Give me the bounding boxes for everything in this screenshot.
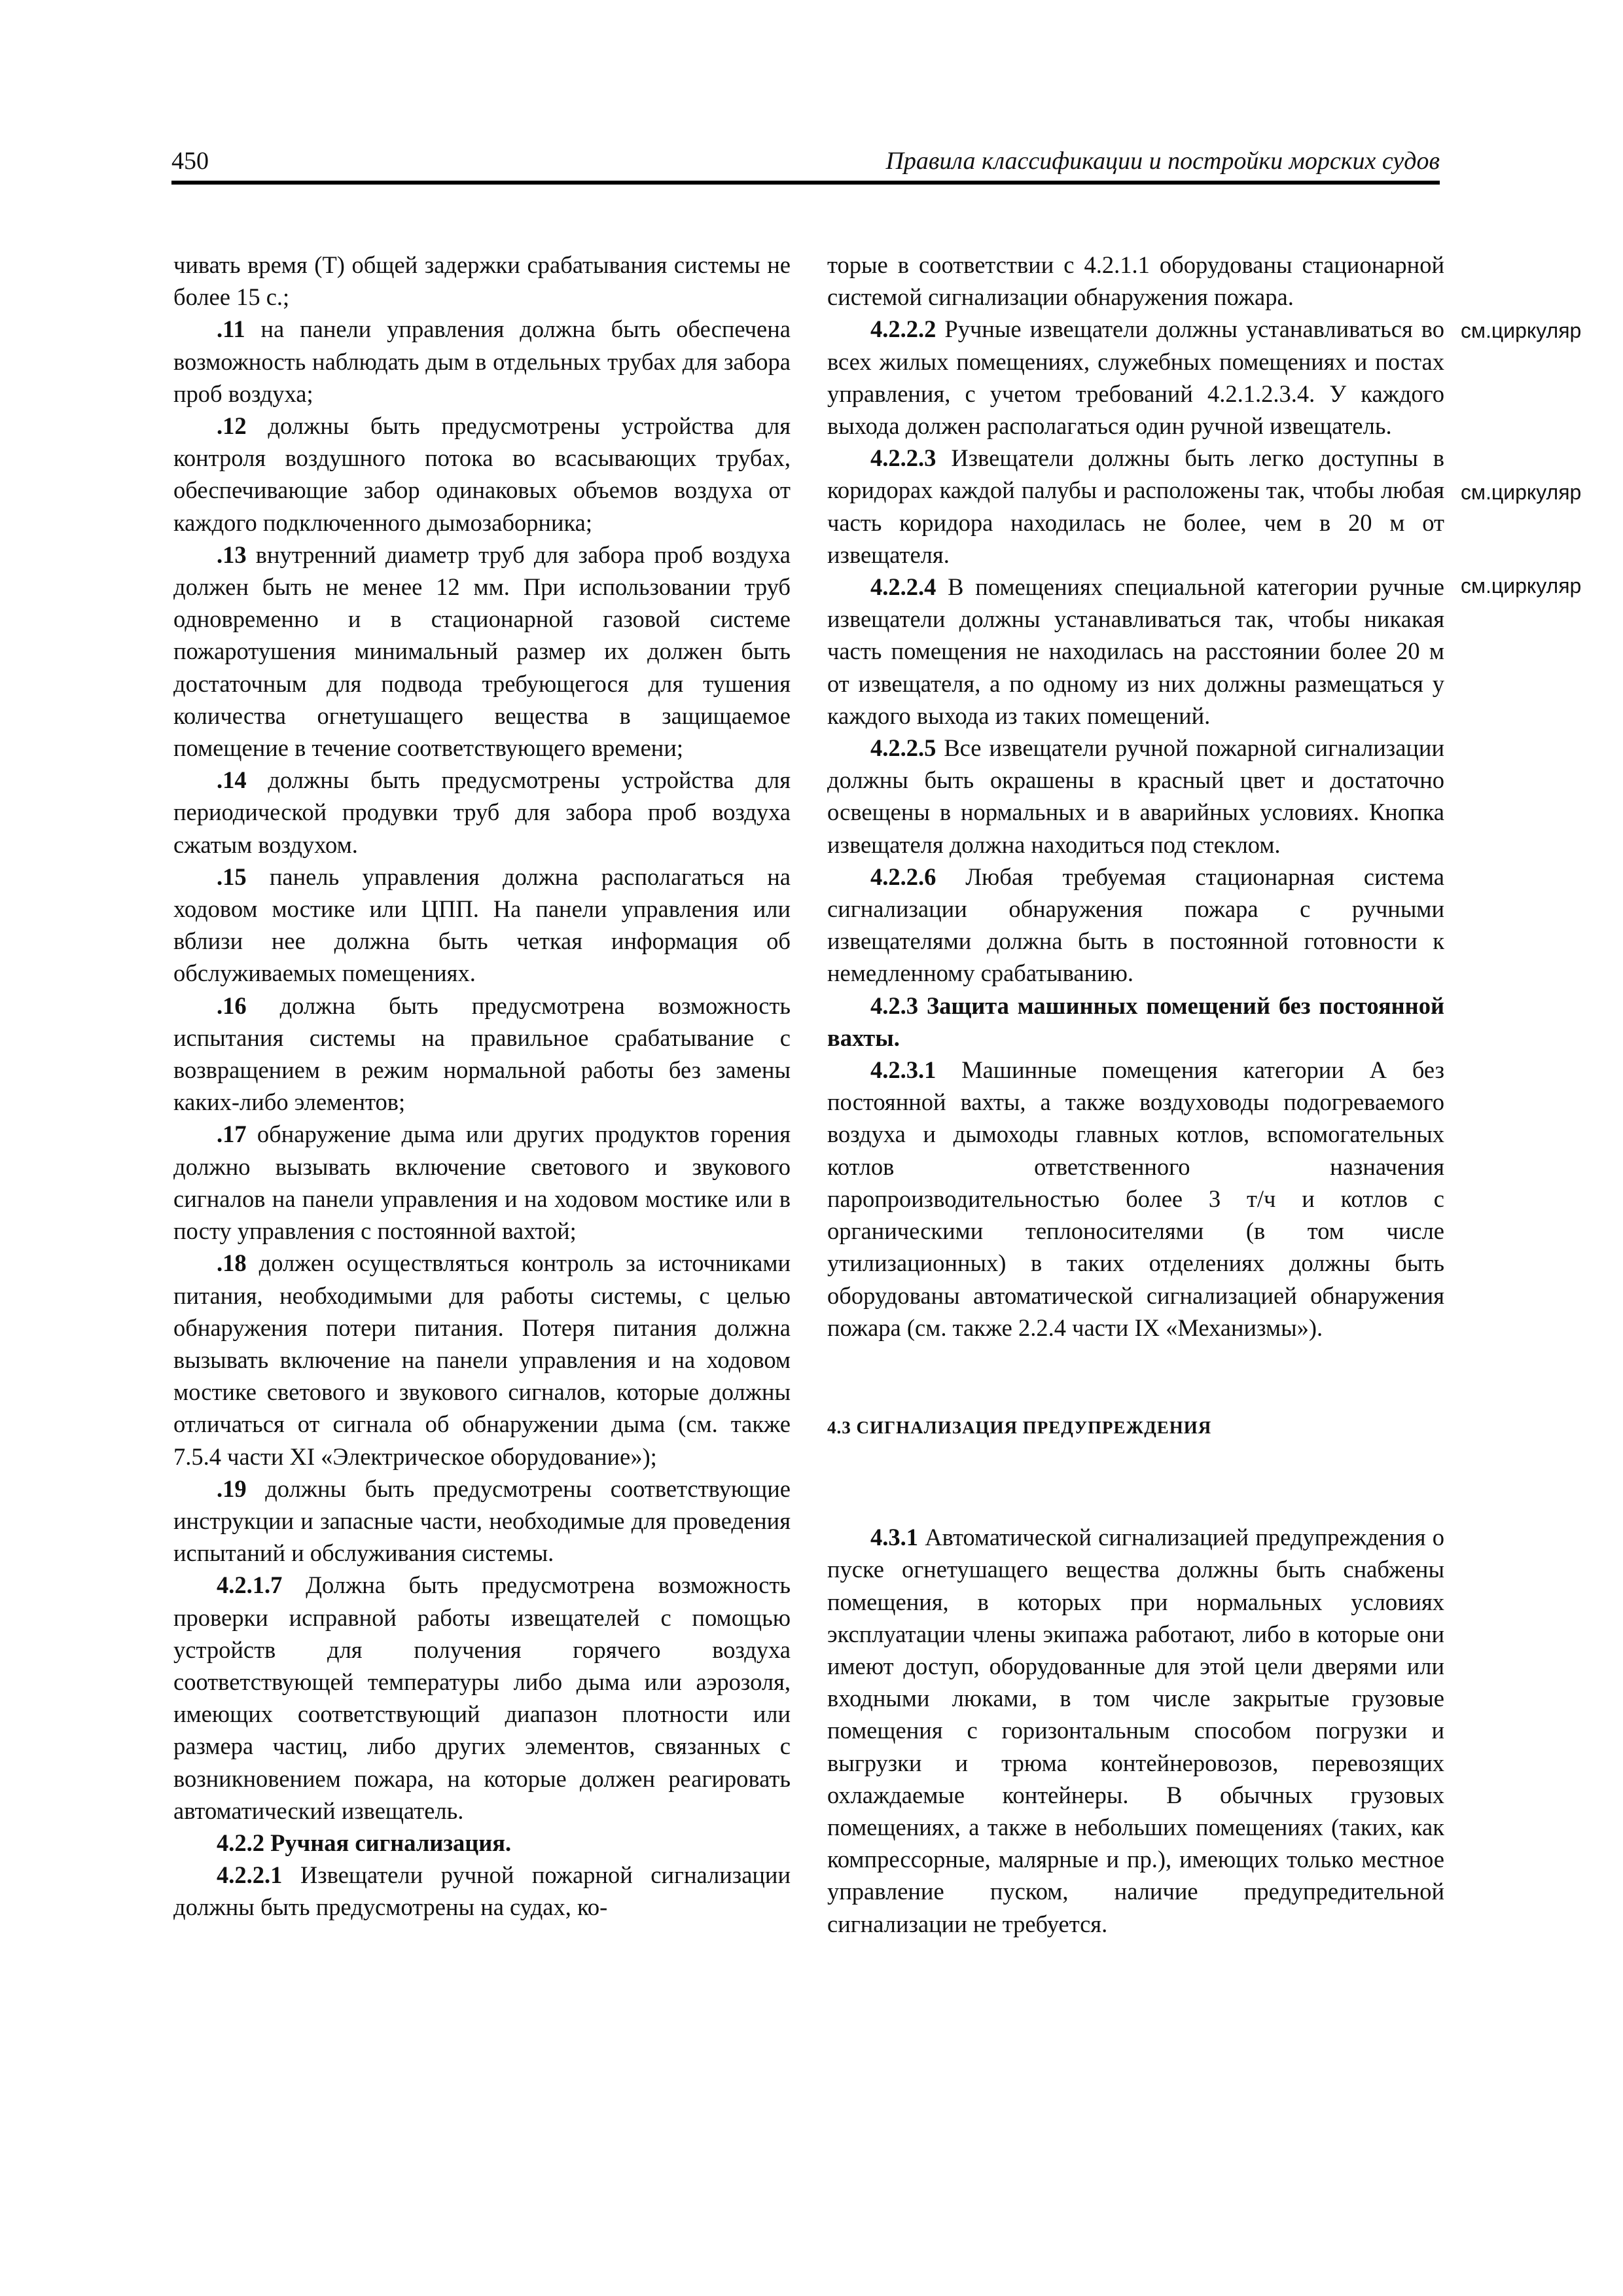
- paragraph: .13 внутренний диаметр труб для забора проб воздуха должен быть не менее 12 мм. При использовании труб одновременно и в стационарной газовой системе пожаротушения минимальный размер их должен быть достаточным для подвода требующегося для тушения количества огнетушащего вещества в защищаемое помещение в течение соответствующего времени;: [173, 541, 791, 762]
- paragraph: .17 обнаружение дыма или других продуктов горения должно вызывать включение светового и звукового сигналов на панели управления и на ходовом мостике или в посту управления с постоянной вахтой;: [173, 1121, 791, 1245]
- paragraph: торые в соответствии с 4.2.1.1 оборудованы стационарной системой сигнализации обнаружения пожара.: [827, 251, 1444, 311]
- clause-number: 4.2.2.2: [870, 315, 936, 343]
- paragraph: .12 должны быть предусмотрены устройства для контроля воздушного потока во всасывающих трубах, обеспечивающие забор одинаковых объемов воздуха от каждого подключенного дымозаборника;: [173, 412, 791, 536]
- clause-number: 4.3.1: [870, 1524, 918, 1551]
- section-heading: 4.3 СИГНАЛИЗАЦИЯ ПРЕДУПРЕЖДЕНИЯ: [827, 1417, 1212, 1437]
- paragraph: 4.2.2.5 Все извещатели ручной пожарной сигнализации должны быть окрашены в красный цвет и достаточно освещены в нормальных и в аварийных условиях. Кнопка извещателя должна находиться под стеклом.: [827, 734, 1444, 858]
- page-header: [171, 141, 1440, 185]
- margin-note: см.циркуляр: [1461, 574, 1582, 598]
- clause-number: .17: [217, 1121, 247, 1148]
- paragraph: 4.2.3.1 Машинные помещения категории А без постоянной вахты, а также воздуховоды подогреваемого воздуха и дымоходы главных котлов, вспомогательных котлов ответственного назначения паропроизводительностью более 3 т/ч и котлов с органическими теплоносителями (в том числе утилизационных) в таких отделениях должны быть оборудованы автоматической сигнализацией обнаружения пожара (см. также 2.2.4 части IX «Механизмы»).: [827, 1056, 1444, 1341]
- left-column: [173, 249, 791, 1924]
- clause-number: .16: [217, 992, 247, 1019]
- paragraph: .11 на панели управления должна быть обеспечена возможность наблюдать дым в отдельных трубах для забора проб воздуха;: [173, 315, 791, 407]
- paragraph: .15 панель управления должна располагаться на ходовом мостике или ЦПП. На панели управления или вблизи нее должна быть четкая информация об обслуживаемых помещениях.: [173, 863, 791, 987]
- paragraph: 4.2.2.2 Ручные извещатели должны устанавливаться во всех жилых помещениях, служебных помещениях и постах управления, с учетом требований 4.2.1.2.3.4. У каждого выхода должен располагаться один ручной извещатель.: [827, 315, 1444, 440]
- margin-note: см.циркуляр: [1461, 319, 1582, 342]
- clause-number: .12: [217, 412, 247, 440]
- clause-number: 4.2.2.6: [870, 863, 936, 890]
- clause-number: .19: [217, 1475, 247, 1502]
- paragraph: 4.3.1 Автоматической сигнализацией предупреждения о пуске огнетушащего вещества должны быть снабжены помещения, в которых при нормальных условиях эксплуатации члены экипажа работают, либо в которые они имеют доступ, оборудованные для этой цели дверями или входными люками, в том числе закрытые грузовые помещения с горизонтальным способом погрузки и выгрузки и трюма контейнеровозов, перевозящих охлаждаемые контейнеры. В обычных грузовых помещениях, а также в небольших помещениях (таких, как компрессорные, малярные и пр.), имеющих только местное управление пуском, наличие предупредительной сигнализации не требуется.: [827, 1524, 1444, 1937]
- clause-number: .11: [217, 315, 245, 343]
- page-number: 450: [171, 147, 209, 175]
- paragraph: чивать время (T) общей задержки срабатывания системы не более 15 с.;: [173, 251, 791, 311]
- subsection-heading: 4.2.3 Защита машинных помещений без постоянной вахты.: [827, 992, 1444, 1051]
- paragraph: 4.2.2.3 Извещатели должны быть легко доступны в коридорах каждой палубы и расположены так, чтобы любая часть коридора находилась не более, чем в 20 м от извещателя.: [827, 444, 1444, 568]
- running-title: Правила классификации и постройки морских судов: [885, 147, 1440, 175]
- paragraph: .18 должен осуществляться контроль за источниками питания, необходимыми для работы системы, с целью обнаружения потери питания. Потеря питания должна вызывать включение на панели управления и на ходовом мостике светового и звукового сигналов, которые должны отличаться от сигнала об обнаружении дыма (см. также 7.5.4 части XI «Электрическое оборудование»);: [173, 1249, 791, 1470]
- clause-number: 4.2.2.4: [870, 573, 936, 601]
- clause-number: 4.2.2.1: [217, 1861, 283, 1889]
- right-column: [827, 249, 1444, 1940]
- paragraph: 4.2.2.1 Извещатели ручной пожарной сигнализации должны быть предусмотрены на судах, ко-: [173, 1861, 791, 1921]
- clause-number: 4.2.1.7: [217, 1571, 283, 1599]
- paragraph: 4.2.1.7 Должна быть предусмотрена возможность проверки исправной работы извещателей с помощью устройств для получения горячего воздуха соответствующей температуры либо дыма или аэрозоля, имеющих соответствующий диапазон плотности или размера частиц, либо других элементов, связанных с возникновением пожара, на которые должен реагировать автоматический извещатель.: [173, 1571, 791, 1824]
- paragraph: 4.2.2.6 Любая требуемая стационарная система сигнализации обнаружения пожара с ручными извещателями должна быть в постоянной готовности к немедленному срабатыванию.: [827, 863, 1444, 987]
- paragraph: .14 должны быть предусмотрены устройства для периодической продувки труб для забора проб воздуха сжатым воздухом.: [173, 766, 791, 858]
- clause-number: .13: [217, 541, 247, 568]
- margin-note: см.циркуляр: [1461, 480, 1582, 504]
- subsection-heading: 4.2.2 Ручная сигнализация.: [217, 1829, 512, 1856]
- clause-number: 4.2.3.1: [870, 1056, 936, 1084]
- paragraph: 4.2.2.4 В помещениях специальной категории ручные извещатели должны устанавливаться так, чтобы никакая часть помещения не находилась на расстоянии более 20 м от извещателя, а по одному из них должны размещаться у каждого выхода из таких помещений.: [827, 573, 1444, 729]
- clause-number: 4.2.2.5: [870, 734, 936, 762]
- clause-number: .14: [217, 766, 247, 794]
- clause-number: .18: [217, 1249, 247, 1277]
- paragraph: .19 должны быть предусмотрены соответствующие инструкции и запасные части, необходимые для проведения испытаний и обслуживания системы.: [173, 1475, 791, 1567]
- clause-number: .15: [217, 863, 247, 890]
- clause-number: 4.2.2.3: [870, 444, 936, 472]
- paragraph: .16 должна быть предусмотрена возможность испытания системы на правильное срабатывание с возвращением в режим нормальной работы без замены каких-либо элементов;: [173, 992, 791, 1116]
